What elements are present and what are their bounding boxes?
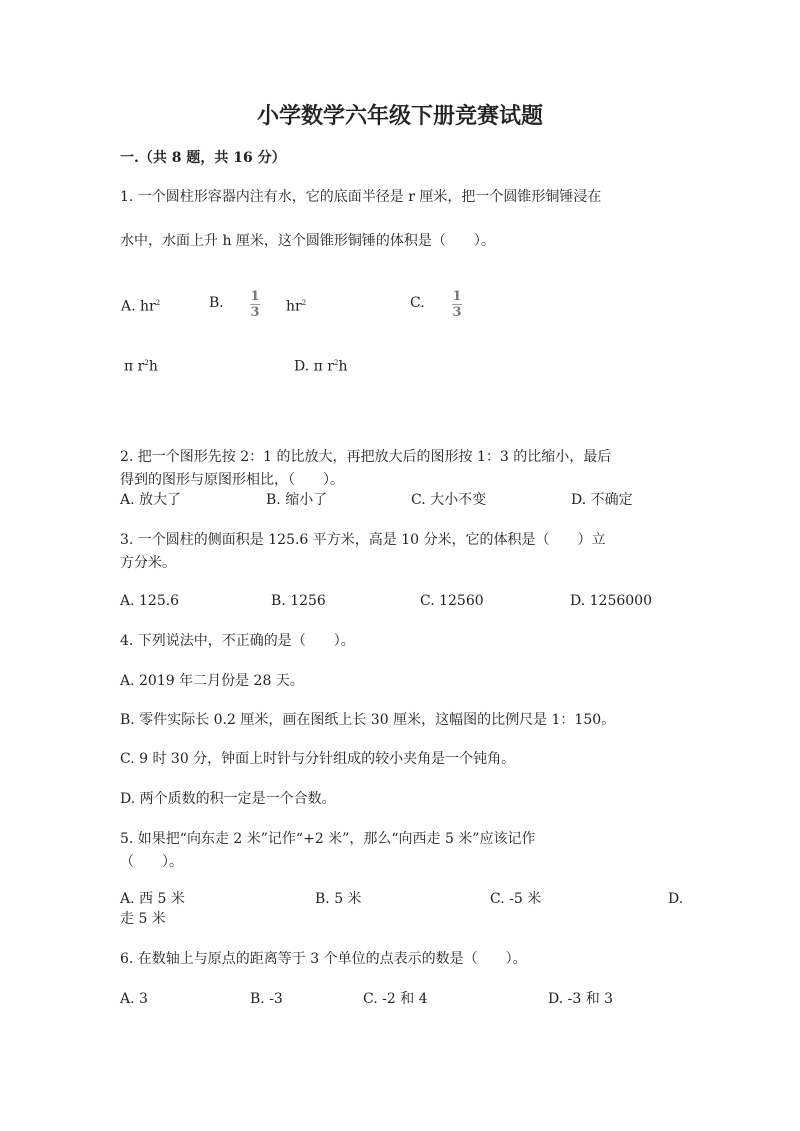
q1-option-c-tail: π $r^2h$ bbox=[124, 358, 158, 375]
q1-option-c: C. bbox=[410, 295, 425, 311]
q4-text: 4. 下列说法中，不正确的是（ ）。 bbox=[120, 633, 355, 649]
q4-option-c: C. 9 时 30 分，钟面上时针与分针组成的较小夹角是一个钝角。 bbox=[120, 751, 516, 767]
section-heading: 一.（共 8 题，共 16 分） bbox=[120, 150, 286, 166]
q1-option-a: A. $hr^2$ bbox=[121, 298, 161, 315]
q3-option-b: B. 1256 bbox=[271, 593, 326, 609]
q5-option-c: C. -5 米 bbox=[490, 891, 542, 907]
q2-text: 2. 把一个图形先按 2：1 的比放大，再把放大后的图形按 1：3 的比缩小，最后 bbox=[120, 449, 612, 465]
q3-text: 方分米。 bbox=[120, 555, 176, 571]
fraction-one-third: 1 3 bbox=[452, 289, 462, 320]
page-title: 小学数学六年级下册竞赛试题 bbox=[256, 103, 543, 129]
q1-text: 1. 一个圆柱形容器内注有水，它的底面半径是 r 厘米，把一个圆锥形铜锤浸在 bbox=[120, 189, 602, 205]
q4-option-d: D. 两个质数的积一定是一个合数。 bbox=[120, 791, 336, 807]
q2-text: 得到的图形与原图形相比，（ ）。 bbox=[120, 472, 344, 488]
q5-text: （ ）。 bbox=[120, 854, 183, 870]
q6-option-d: D. -3 和 3 bbox=[548, 991, 614, 1007]
q3-text: 3. 一个圆柱的侧面积是 125.6 平方米，高是 10 分米，它的体积是（ ）立 bbox=[120, 532, 606, 548]
q1-option-b-tail: $hr^2$ bbox=[286, 298, 307, 315]
q1-option-d: D. π $r^2h$ bbox=[294, 358, 348, 375]
q4-option-a: A. 2019 年二月份是 28 天。 bbox=[120, 673, 304, 689]
q3-option-d: D. 1256000 bbox=[570, 593, 652, 609]
q6-option-b: B. -3 bbox=[250, 991, 283, 1007]
q3-option-a: A. 125.6 bbox=[120, 593, 180, 609]
q5-option-a: A. 西 5 米 bbox=[120, 891, 185, 907]
q5-option-b: B. 5 米 bbox=[315, 891, 362, 907]
q2-option-a: A. 放大了 bbox=[120, 492, 182, 508]
q2-option-b: B. 缩小了 bbox=[266, 492, 328, 508]
q1-text: 水中，水面上升 h 厘米，这个圆锥形铜锤的体积是（ ）。 bbox=[120, 233, 495, 249]
q6-option-a: A. 3 bbox=[120, 991, 148, 1007]
q5-text: 5. 如果把“向东走 2 米”记作“+2 米”，那么“向西走 5 米”应该记作 bbox=[120, 831, 536, 847]
q2-option-d: D. 不确定 bbox=[571, 492, 633, 508]
q3-option-c: C. 12560 bbox=[420, 593, 484, 609]
q5-option-d-cont: 走 5 米 bbox=[120, 911, 166, 927]
q5-option-d: D. bbox=[668, 891, 684, 907]
fraction-one-third: 1 3 bbox=[250, 289, 260, 320]
q1-option-b: B. bbox=[209, 295, 224, 311]
q4-option-b: B. 零件实际长 0.2 厘米，画在图纸上长 30 厘米，这幅图的比例尺是 1：150。 bbox=[120, 712, 616, 728]
q6-text: 6. 在数轴上与原点的距离等于 3 个单位的点表示的数是（ ）。 bbox=[120, 951, 527, 967]
q6-option-c: C. -2 和 4 bbox=[363, 991, 428, 1007]
q2-option-c: C. 大小不变 bbox=[411, 492, 487, 508]
